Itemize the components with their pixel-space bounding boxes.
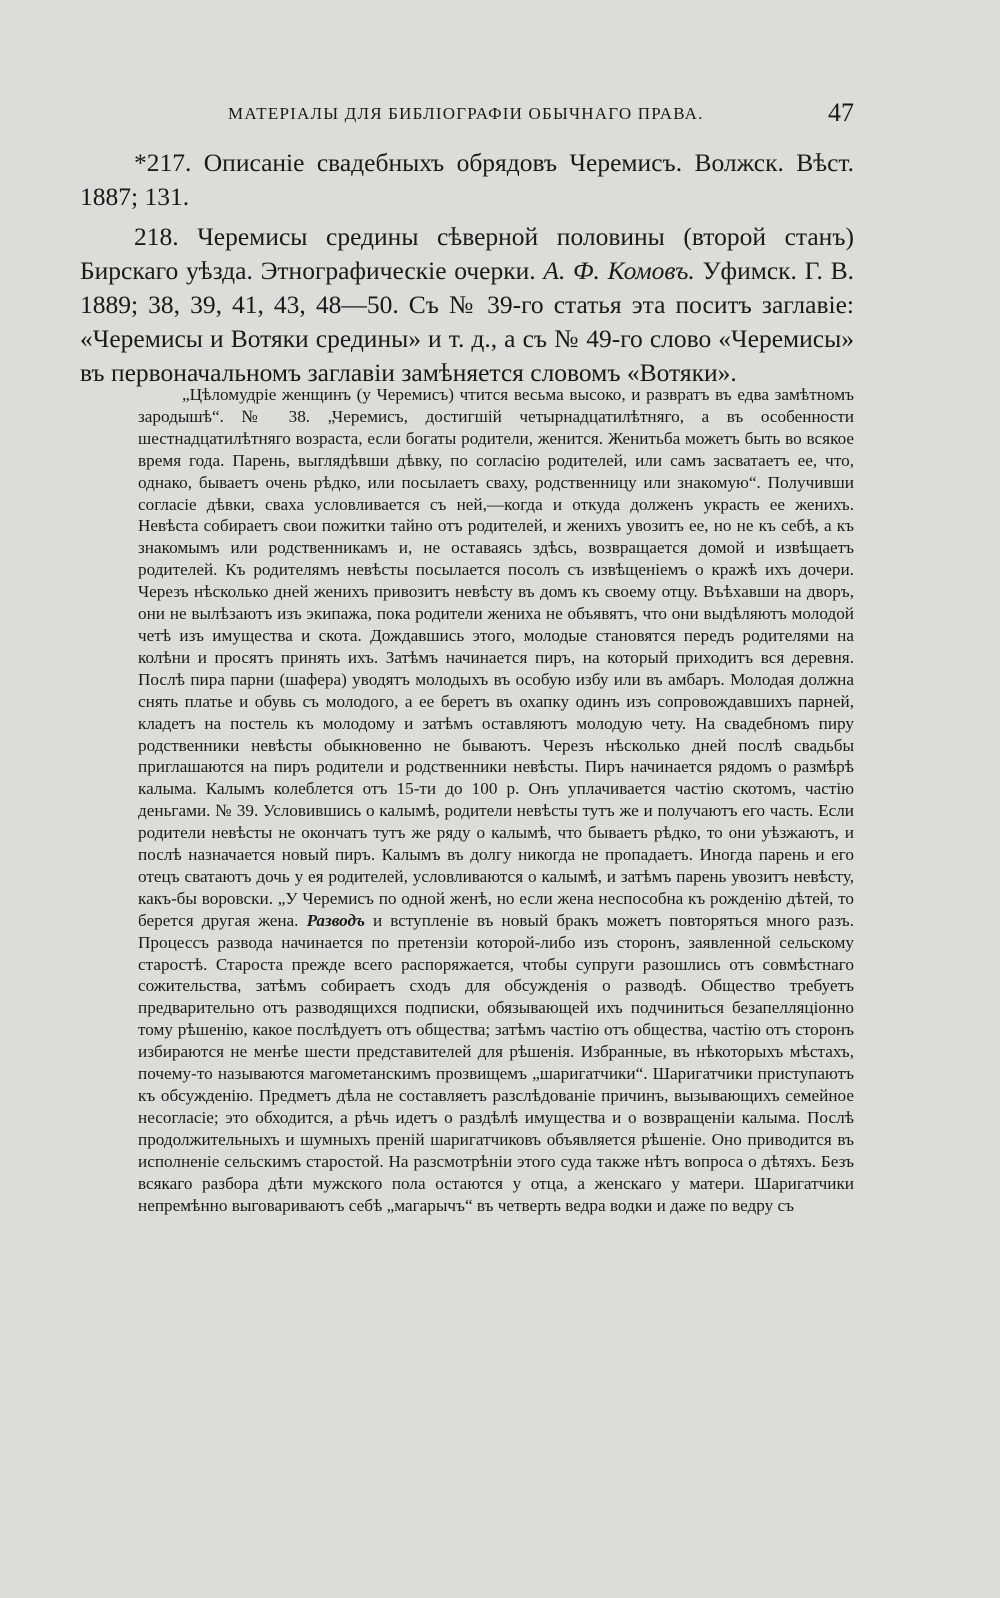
bibliography-entry-218 (80, 220, 854, 390)
entry-218-title: 218. Черемисы средины сѣверной половины (второй станъ) Бирскаго уѣзда. Этнографическіе очерки. (80, 222, 854, 285)
quote-text-part-2: и вступленіе въ новый бракъ можетъ повторяться много разъ. Процессъ развода начинается по претензіи которой-либо изъ сторонъ, заявленной сельскому старостѣ. Староста прежде всего распоряжается, чтобы супруги разошлись отъ совмѣстнаго сожительства, затѣмъ собираетъ сходъ для обсужденія о разводѣ. Общество требуетъ предварительно отъ разводящихся подписки, обязывающей ихъ подчиниться безапелляціонно тому рѣшенію, какое послѣдуетъ отъ общества; затѣмъ частію отъ общества, частію отъ сторонъ избираются не менѣе шести представителей для рѣшенія. Избранные, въ нѣкоторыхъ мѣстахъ, почему-то называются магометанскимъ прозвищемъ „шаригатчики“. Шаригатчики приступаютъ къ обсужденію. Предметъ дѣла не составляетъ разслѣдованіе причинъ, вызывающихъ семейное несогласіе; это обходится, а рѣчь идетъ о раздѣлѣ имущества и о возвращеніи калыма. Послѣ продолжительныхъ и шумныхъ преній шаригатчиковъ объявляется рѣшеніе. Оно приводится въ исполненіе сельскимъ старостой. На разсмотрѣніи этого суда также нѣтъ вопроса о дѣтяхъ. Безъ всякаго разбора дѣти мужского пола остаются у отца, а женскаго у матери. Шаригатчики непремѣнно выговариваютъ себѣ „магарычъ“ въ четверть ведра водки и даже по ведру съ (138, 910, 854, 1215)
quoted-excerpt (138, 384, 854, 1216)
quote-paragraph (138, 384, 854, 1216)
quote-text-part-1: „Цѣломудріе женщинъ (у Черемисъ) чтится весьма высоко, и развратъ въ едва замѣтномъ зародышѣ“. № 38. „Черемисъ, достигшій четырнадцатилѣтняго, а въ особенности шестнадцатилѣтняго возраста, если богаты родители, женится. Женитьба можетъ быть во всякое время года. Парень, выглядѣвши дѣвку, по согласію родителей, или самъ засватаетъ ее, что, однако, бываетъ очень рѣдко, или посылаетъ сваху, родственницу или знакомую“. Получивши согласіе дѣвки, сваха условливается съ ней,—когда и откуда долженъ украсть ее женихъ. Невѣста собираетъ свои пожитки тайно отъ родителей, и женихъ увозитъ ее, но не къ себѣ, а къ знакомымъ или родственникамъ и, не оставаясь здѣсь, возвращается домой и извѣщаетъ родителей. Къ родителямъ невѣсты посылается посолъ съ извѣщеніемъ о кражѣ ихъ дочери. Черезъ нѣсколько дней женихъ привозитъ невѣсту въ домъ къ своему отцу. Въѣхавши на дворъ, они не вылѣзаютъ изъ экипажа, пока родители жениха не объявятъ, что они выдѣляютъ молодой четѣ изъ имущества и скота. Дождавшись этого, молодые становятся передъ родителями на колѣни и просятъ принять ихъ. Затѣмъ начинается пиръ, на который приходитъ вся деревня. Послѣ пира парни (шафера) уводятъ молодыхъ въ особую избу или въ амбаръ. Молодая должна снять платье и обувь съ молодого, а ее беретъ въ охапку одинъ изъ сопровождавшихъ парней, кладетъ на постель къ молодому и затѣмъ оставляютъ молодую чету. На свадебномъ пиру родственники невѣсты обыкновенно не бываютъ. Черезъ нѣсколько дней послѣ свадьбы приглашаются на пиръ родители и родственники невѣсты. Пиръ начинается рядомъ о размѣрѣ калыма. Калымъ колеблется отъ 15-ти до 100 р. Онъ уплачивается частію скотомъ, частію деньгами. № 39. Условившись о калымѣ, родители невѣсты тутъ же и получаютъ его часть. Если родители невѣсты не окончатъ тутъ же ряду о калымѣ, что бываетъ рѣдко, то они уѣзжаютъ, и послѣ назначается новый пиръ. Калымъ въ долгу никогда не пропадаетъ. Иногда парень и его отецъ сватаютъ дочь у ея родителей, условливаются о калымѣ, и затѣмъ парень увозитъ невѣсту, какъ-бы воровски. „У Черемисъ по одной женѣ, но если жена неспособна къ рожденію дѣтей, то берется другая жена. (138, 385, 854, 930)
page-number: 47 (828, 98, 854, 127)
page-header (228, 98, 854, 130)
entry-218-text (80, 220, 854, 390)
entry-218-details: Уфимск. Г. В. 1889; 38, 39, 41, 43, 48—50. Съ № 39-го статья эта поситъ заглавіе: «Черемисы и Вотяки средины» и т. д., а съ № 49-го слово «Черемисы» въ первоначальномъ заглавіи замѣняется словомъ «Вотяки». (80, 256, 854, 387)
entry-218-author: А. Ф. Комовъ. (543, 256, 695, 285)
bibliography-entry-217 (80, 146, 854, 214)
quote-divorce-term: Разводъ (306, 910, 365, 930)
entry-217-text: *217. Описаніе свадебныхъ обрядовъ Черемисъ. Волжск. Вѣст. 1887; 131. (80, 148, 854, 211)
running-title: МАТЕРІАЛЫ ДЛЯ БИБЛІОГРАФІИ ОБЫЧНАГО ПРАВА. (228, 104, 704, 123)
